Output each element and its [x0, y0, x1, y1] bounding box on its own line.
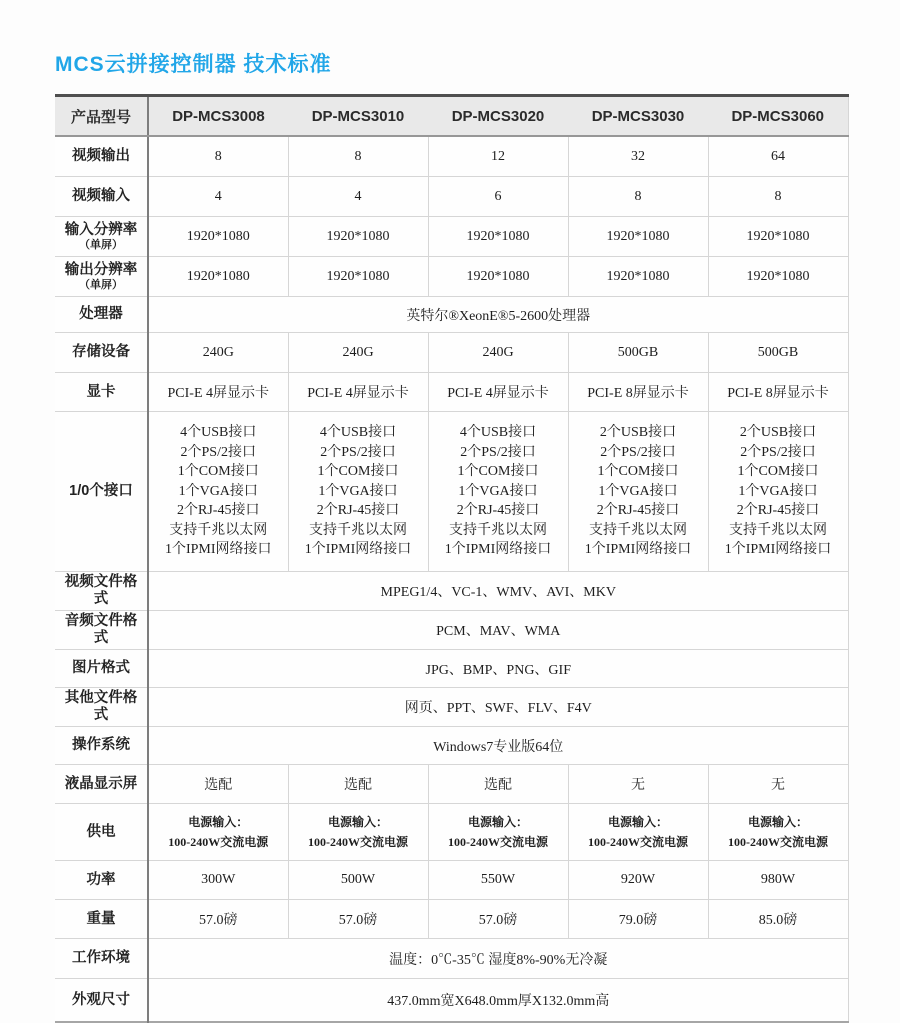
- spec-value-weight-col3: 57.0磅: [428, 900, 568, 939]
- row-label-power-supply: 供电: [55, 804, 148, 861]
- spec-value-weight-col5: 85.0磅: [708, 900, 848, 939]
- spec-value-video-formats: MPEG1/4、VC-1、WMV、AVI、MKV: [148, 572, 848, 611]
- spec-value-video-input-col1: 4: [148, 177, 288, 217]
- spec-value-power-col1: 300W: [148, 861, 288, 900]
- spec-value-video-input-col3: 6: [428, 177, 568, 217]
- spec-value-gpu-col5: PCI-E 8屏显示卡: [708, 373, 848, 412]
- spec-value-storage-col2: 240G: [288, 333, 428, 373]
- row-label-input-resolution: 输入分辨率 （单屏）: [55, 217, 148, 257]
- row-label-power: 功率: [55, 861, 148, 900]
- spec-value-storage-col4: 500GB: [568, 333, 708, 373]
- spec-value-power-supply-col5: 电源输入： 100-240W交流电源: [708, 804, 848, 861]
- table-body: [55, 136, 848, 1022]
- table-row-lcd-screen: [55, 765, 848, 804]
- row-label-operating-env: 工作环境: [55, 939, 148, 979]
- spec-value-io-ports-col3: 4个USB接口 2个PS/2接口 1个COM接口 1个VGA接口 2个RJ-45接口 支持千兆以太网 1个IPMI网络接口: [428, 412, 568, 572]
- page-title: MCS云拼接控制器 技术标准: [55, 53, 332, 76]
- column-header-model: DP-MCS3008: [148, 96, 288, 137]
- row-sublabel-input-resolution: （单屏）: [79, 239, 123, 251]
- table-row-video-formats: [55, 572, 848, 611]
- spec-value-storage-col1: 240G: [148, 333, 288, 373]
- column-header-model: DP-MCS3010: [288, 96, 428, 137]
- spec-value-gpu-col3: PCI-E 4屏显示卡: [428, 373, 568, 412]
- spec-value-image-formats: JPG、BMP、PNG、GIF: [148, 650, 848, 688]
- row-label-cpu: 处理器: [55, 297, 148, 333]
- spec-value-operating-env: 温度：0℃-35℃ 湿度8%-90%无冷凝: [148, 939, 848, 979]
- table-row-dimensions: [55, 979, 848, 1023]
- column-header-model: DP-MCS3030: [568, 96, 708, 137]
- spec-value-audio-formats: PCM、MAV、WMA: [148, 611, 848, 650]
- spec-value-input-resolution-col1: 1920*1080: [148, 217, 288, 257]
- table-header: [55, 96, 848, 137]
- column-header-model: DP-MCS3020: [428, 96, 568, 137]
- row-label-gpu: 显卡: [55, 373, 148, 412]
- spec-value-video-input-col4: 8: [568, 177, 708, 217]
- row-label-output-resolution: 输出分辨率 （单屏）: [55, 257, 148, 297]
- spec-value-weight-col1: 57.0磅: [148, 900, 288, 939]
- spec-value-power-supply-col1: 电源输入： 100-240W交流电源: [148, 804, 288, 861]
- header-row: [55, 96, 848, 137]
- table-row-video-output: [55, 136, 848, 177]
- row-label-weight: 重量: [55, 900, 148, 939]
- spec-value-lcd-screen-col3: 选配: [428, 765, 568, 804]
- spec-value-output-resolution-col4: 1920*1080: [568, 257, 708, 297]
- spec-value-output-resolution-col2: 1920*1080: [288, 257, 428, 297]
- row-label-image-formats: 图片格式: [55, 650, 148, 688]
- table-row-operating-env: [55, 939, 848, 979]
- row-label-dimensions: 外观尺寸: [55, 979, 148, 1023]
- table-row-image-formats: [55, 650, 848, 688]
- spec-value-video-output-col1: 8: [148, 136, 288, 177]
- spec-value-video-output-col3: 12: [428, 136, 568, 177]
- spec-value-input-resolution-col2: 1920*1080: [288, 217, 428, 257]
- table-row-storage: [55, 333, 848, 373]
- spec-value-gpu-col1: PCI-E 4屏显示卡: [148, 373, 288, 412]
- spec-value-output-resolution-col5: 1920*1080: [708, 257, 848, 297]
- spec-value-input-resolution-col3: 1920*1080: [428, 217, 568, 257]
- spec-value-storage-col3: 240G: [428, 333, 568, 373]
- spec-value-video-input-col2: 4: [288, 177, 428, 217]
- row-label-audio-formats: 音频文件格式: [55, 611, 148, 650]
- table-row-power-supply: [55, 804, 848, 861]
- row-sublabel-output-resolution: （单屏）: [79, 279, 123, 291]
- spec-value-dimensions: 437.0mm宽X648.0mm厚X132.0mm高: [148, 979, 848, 1023]
- spec-value-io-ports-col1: 4个USB接口 2个PS/2接口 1个COM接口 1个VGA接口 2个RJ-45接口 支持千兆以太网 1个IPMI网络接口: [148, 412, 288, 572]
- spec-value-power-col3: 550W: [428, 861, 568, 900]
- spec-value-io-ports-col4: 2个USB接口 2个PS/2接口 1个COM接口 1个VGA接口 2个RJ-45接口 支持千兆以太网 1个IPMI网络接口: [568, 412, 708, 572]
- table-row-other-formats: [55, 688, 848, 727]
- spec-value-lcd-screen-col5: 无: [708, 765, 848, 804]
- spec-value-other-formats: 网页、PPT、SWF、FLV、F4V: [148, 688, 848, 727]
- table-row-audio-formats: [55, 611, 848, 650]
- spec-value-cpu: 英特尔®XeonE®5-2600处理器: [148, 297, 848, 333]
- spec-value-weight-col4: 79.0磅: [568, 900, 708, 939]
- spec-table: [55, 94, 849, 1023]
- table-row-weight: [55, 900, 848, 939]
- spec-value-gpu-col4: PCI-E 8屏显示卡: [568, 373, 708, 412]
- row-label-video-input: 视频输入: [55, 177, 148, 217]
- table-row-input-resolution: [55, 217, 848, 257]
- spec-value-input-resolution-col5: 1920*1080: [708, 217, 848, 257]
- spec-value-power-supply-col3: 电源输入： 100-240W交流电源: [428, 804, 568, 861]
- spec-value-video-output-col2: 8: [288, 136, 428, 177]
- spec-value-power-col4: 920W: [568, 861, 708, 900]
- spec-value-lcd-screen-col4: 无: [568, 765, 708, 804]
- spec-value-power-supply-col4: 电源输入： 100-240W交流电源: [568, 804, 708, 861]
- table-row-power: [55, 861, 848, 900]
- spec-value-lcd-screen-col2: 选配: [288, 765, 428, 804]
- table-row-cpu: [55, 297, 848, 333]
- spec-value-video-output-col4: 32: [568, 136, 708, 177]
- spec-value-power-col2: 500W: [288, 861, 428, 900]
- row-label-video-output: 视频输出: [55, 136, 148, 177]
- table-row-os: [55, 727, 848, 765]
- spec-value-os: Windows7专业版64位: [148, 727, 848, 765]
- row-label-lcd-screen: 液晶显示屏: [55, 765, 148, 804]
- spec-value-storage-col5: 500GB: [708, 333, 848, 373]
- spec-value-input-resolution-col4: 1920*1080: [568, 217, 708, 257]
- column-header-model: DP-MCS3060: [708, 96, 848, 137]
- spec-value-io-ports-col2: 4个USB接口 2个PS/2接口 1个COM接口 1个VGA接口 2个RJ-45接口 支持千兆以太网 1个IPMI网络接口: [288, 412, 428, 572]
- row-label-storage: 存储设备: [55, 333, 148, 373]
- table-row-output-resolution: [55, 257, 848, 297]
- spec-value-gpu-col2: PCI-E 4屏显示卡: [288, 373, 428, 412]
- spec-value-io-ports-col5: 2个USB接口 2个PS/2接口 1个COM接口 1个VGA接口 2个RJ-45接口 支持千兆以太网 1个IPMI网络接口: [708, 412, 848, 572]
- row-label-video-formats: 视频文件格式: [55, 572, 148, 611]
- column-header-product-model: 产品型号: [55, 96, 148, 137]
- spec-value-power-supply-col2: 电源输入： 100-240W交流电源: [288, 804, 428, 861]
- spec-value-video-input-col5: 8: [708, 177, 848, 217]
- table-row-video-input: [55, 177, 848, 217]
- spec-value-output-resolution-col3: 1920*1080: [428, 257, 568, 297]
- row-label-other-formats: 其他文件格式: [55, 688, 148, 727]
- spec-value-video-output-col5: 64: [708, 136, 848, 177]
- table-row-io-ports: [55, 412, 848, 572]
- spec-value-lcd-screen-col1: 选配: [148, 765, 288, 804]
- row-label-os: 操作系统: [55, 727, 148, 765]
- spec-value-power-col5: 980W: [708, 861, 848, 900]
- row-label-io-ports: 1/0个接口: [55, 412, 148, 572]
- table-row-gpu: [55, 373, 848, 412]
- spec-value-weight-col2: 57.0磅: [288, 900, 428, 939]
- spec-value-output-resolution-col1: 1920*1080: [148, 257, 288, 297]
